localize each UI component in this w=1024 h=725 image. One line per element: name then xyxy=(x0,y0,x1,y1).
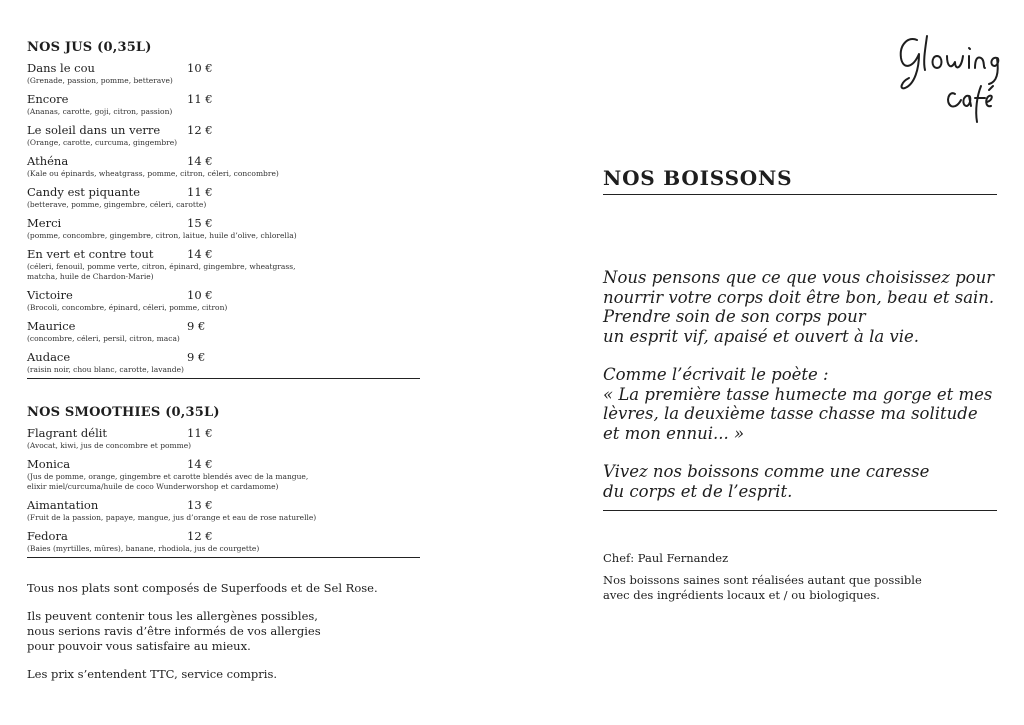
item-price: 10 € xyxy=(187,61,213,75)
page-title: NOS BOISSONS xyxy=(603,166,997,195)
item-price: 14 € xyxy=(187,457,213,471)
menu-item xyxy=(27,154,420,179)
menu-item xyxy=(27,216,420,241)
manifesto xyxy=(603,268,997,501)
item-description: (Ananas, carotte, goji, citron, passion) xyxy=(27,107,173,116)
smoothies-title: NOS SMOOTHIES (0,35L) xyxy=(27,405,220,420)
item-price: 11 € xyxy=(187,426,213,440)
juices-list xyxy=(27,61,420,375)
item-name: Dans le cou xyxy=(27,61,95,75)
item-description: (Fruit de la passion, papaye, mangue, jus d’orange et eau de rose naturelle) xyxy=(27,513,317,522)
item-name: Encore xyxy=(27,92,69,106)
notes xyxy=(27,581,420,682)
juices-title: NOS JUS (0,35L) xyxy=(27,40,152,55)
item-name: Audace xyxy=(27,350,71,364)
item-name: Athéna xyxy=(27,154,69,168)
item-price: 11 € xyxy=(187,92,213,106)
item-price: 14 € xyxy=(187,154,213,168)
item-name: Maurice xyxy=(27,319,76,333)
item-description: (pomme, concombre, gingembre, citron, laitue, huile d’olive, chlorella) xyxy=(27,231,297,240)
menu-column xyxy=(27,40,420,695)
divider xyxy=(603,510,997,511)
item-price: 13 € xyxy=(187,498,213,512)
item-description: (betterave, pomme, gingembre, céleri, carotte) xyxy=(27,200,207,209)
item-price: 12 € xyxy=(187,123,213,137)
chef-credit: Chef: Paul Fernandez xyxy=(603,551,729,565)
menu-item xyxy=(27,185,420,210)
menu-item xyxy=(27,498,420,523)
item-price: 9 € xyxy=(187,350,206,364)
item-description: (Avocat, kiwi, jus de concombre et pomme) xyxy=(27,441,192,450)
menu-item xyxy=(27,529,420,554)
item-price: 10 € xyxy=(187,288,213,302)
menu-item xyxy=(27,350,420,375)
item-description: (Jus de pomme, orange, gingembre et carotte blendés avec de la mangue, elixir miel/curcuma/huile de coco Wunderworshop et cardamome) xyxy=(27,472,309,491)
note-text: Tous nos plats sont composés de Superfoods et de Sel Rose. xyxy=(27,581,378,595)
item-description: (Brocoli, concombre, épinard, céleri, pomme, citron) xyxy=(27,303,228,312)
divider xyxy=(27,378,420,379)
sourcing-info: Nos boissons saines sont réalisées autant que possible avec des ingrédients locaux et / ou biologiques. xyxy=(603,573,922,602)
manifesto-paragraph: Nous pensons que ce que vous choisissez pour nourrir votre corps doit être bon, beau et sain. Prendre soin de son corps pour un esprit vif, apaisé et ouvert à la vie. xyxy=(603,268,995,346)
item-description: (Grenade, passion, pomme, betterave) xyxy=(27,76,173,85)
item-description: (Orange, carotte, curcuma, gingembre) xyxy=(27,138,178,147)
item-description: (Baies (myrtilles, mûres), banane, rhodiola, jus de courgette) xyxy=(27,544,260,553)
menu-item xyxy=(27,92,420,117)
item-name: Fedora xyxy=(27,529,68,543)
menu-item xyxy=(27,123,420,148)
glowing-cafe-logo xyxy=(893,30,1003,126)
item-name: Merci xyxy=(27,216,62,230)
menu-item xyxy=(27,457,420,492)
item-price: 15 € xyxy=(187,216,213,230)
item-price: 11 € xyxy=(187,185,213,199)
item-description: (raisin noir, chou blanc, carotte, lavande) xyxy=(27,365,184,374)
item-price: 14 € xyxy=(187,247,213,261)
manifesto-paragraph: Comme l’écrivait le poète : « La première tasse humecte ma gorge et mes lèvres, la deuxième tasse chasse ma solitude et mon ennui... » xyxy=(603,365,993,443)
smoothies-section xyxy=(27,405,420,558)
note-text: Les prix s’entendent TTC, service compris. xyxy=(27,667,278,681)
item-description: (céleri, fenouil, pomme verte, citron, épinard, gingembre, wheatgrass, matcha, huile de Chardon-Marie) xyxy=(27,262,296,281)
item-name: Aimantation xyxy=(27,498,99,512)
item-description: (concombre, céleri, persil, citron, maca) xyxy=(27,334,180,343)
menu-item xyxy=(27,247,420,282)
item-name: Monica xyxy=(27,457,71,471)
item-name: Victoire xyxy=(27,288,73,302)
divider xyxy=(27,557,420,558)
menu-item xyxy=(27,319,420,344)
item-name: En vert et contre tout xyxy=(27,247,154,261)
item-description: (Kale ou épinards, wheatgrass, pomme, citron, céleri, concombre) xyxy=(27,169,279,178)
menu-item xyxy=(27,61,420,86)
menu-item xyxy=(27,288,420,313)
item-name: Le soleil dans un verre xyxy=(27,123,161,137)
item-name: Flagrant délit xyxy=(27,426,108,440)
item-price: 12 € xyxy=(187,529,213,543)
item-name: Candy est piquante xyxy=(27,185,141,199)
item-price: 9 € xyxy=(187,319,206,333)
manifesto-paragraph: Vivez nos boissons comme une caresse du corps et de l’esprit. xyxy=(603,462,930,501)
menu-item xyxy=(27,426,420,451)
note-text: Ils peuvent contenir tous les allergènes possibles, nous serions ravis d’être informés de vos allergies pour pouvoir vous satisfaire au mieux. xyxy=(27,609,321,653)
